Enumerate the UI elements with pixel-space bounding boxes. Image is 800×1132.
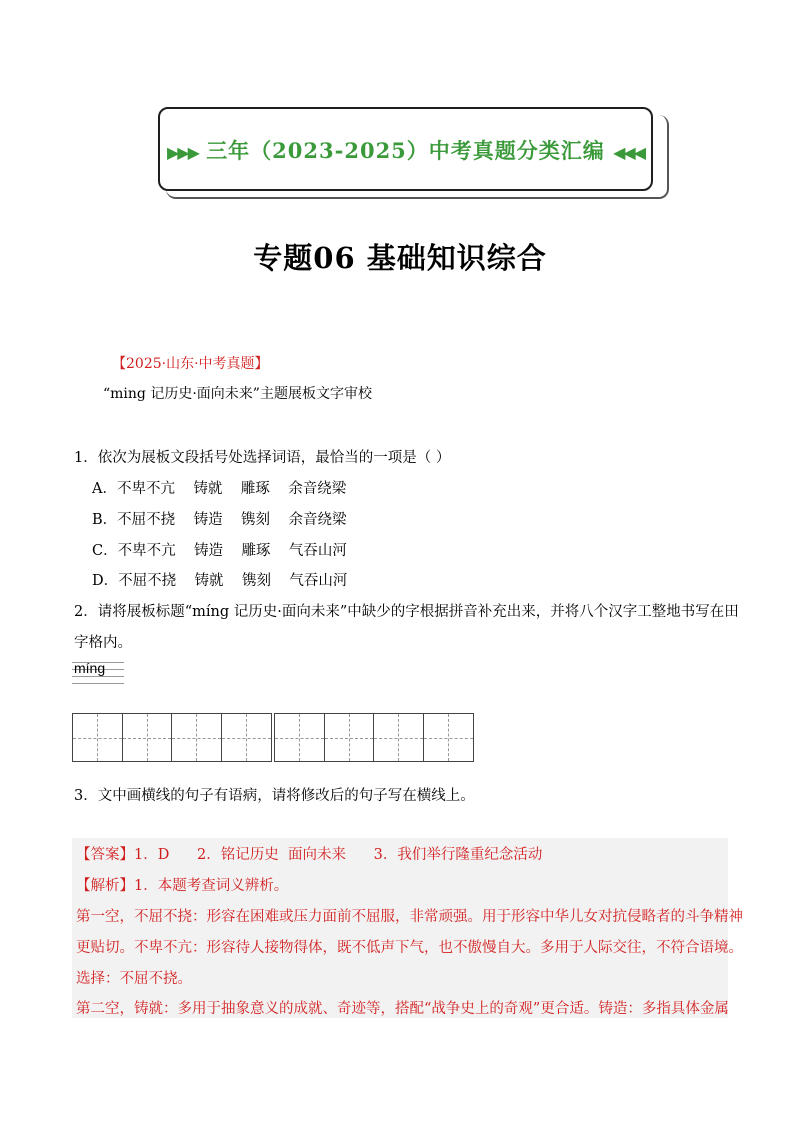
option-a: A．不卑不亢 铸就 雕琢 余音绕梁 bbox=[92, 481, 347, 497]
analysis-text: 第一空，不屈不挠：形容在困难或压力面前不屈服，非常顽强。用于形容中华儿女对抗侵略者的斗争精神 bbox=[76, 909, 743, 925]
banner-text: 三年（2023-2025）中考真题分类汇编 bbox=[206, 138, 605, 163]
grid-cell[interactable] bbox=[275, 714, 325, 761]
question-2-line-1: 2．请将展板标题“míng 记历史·面向未来”中缺少的字根据拼音补充出来，并将八个汉字工整地书写在田 bbox=[74, 604, 739, 620]
question-2-line-2: 字格内。 bbox=[74, 635, 132, 651]
pinyin-label: míng bbox=[74, 660, 106, 676]
grid-cell[interactable] bbox=[172, 714, 222, 761]
page-title: 专题06 基础知识综合 bbox=[253, 241, 547, 275]
grid-cell[interactable] bbox=[222, 714, 272, 761]
left-arrows-icon: ◀◀◀ bbox=[613, 143, 645, 162]
tianzige-grid-left[interactable] bbox=[72, 713, 272, 762]
option-b: B．不屈不挠 铸造 镌刻 余音绕梁 bbox=[92, 512, 347, 528]
grid-cell[interactable] bbox=[374, 714, 424, 761]
grid-cell[interactable] bbox=[123, 714, 173, 761]
tianzige-grid-right[interactable] bbox=[274, 713, 474, 762]
grid-cell[interactable] bbox=[424, 714, 474, 761]
answer-line: 【答案】1．D 2．铭记历史 面向未来 3．我们举行隆重纪念活动 bbox=[76, 847, 543, 863]
series-banner bbox=[158, 107, 653, 191]
answer-section bbox=[72, 838, 728, 1018]
grid-cell[interactable] bbox=[325, 714, 375, 761]
option-d: D．不屈不挠 铸就 镌刻 气吞山河 bbox=[92, 573, 348, 589]
source-tag: 【2025·山东·中考真题】 bbox=[112, 356, 269, 372]
banner-title bbox=[160, 135, 651, 165]
analysis-text: 选择：不屈不挠。 bbox=[76, 971, 192, 987]
question-3: 3．文中画横线的句子有语病，请将修改后的句子写在横线上。 bbox=[74, 788, 475, 804]
material-subtitle: “ming 记历史·面向未来”主题展板文字审校 bbox=[103, 386, 372, 402]
option-c: C．不卑不亢 铸造 雕琢 气吞山河 bbox=[92, 543, 347, 559]
analysis-heading: 【解析】1．本题考查词义辨析。 bbox=[76, 878, 289, 894]
right-arrows-icon: ▶▶▶ bbox=[166, 143, 198, 162]
question-1: 1．依次为展板文段括号处选择词语，最恰当的一项是（ ） bbox=[74, 450, 451, 466]
analysis-text: 更贴切。不卑不亢：形容待人接物得体，既不低声下气，也不傲慢自大。多用于人际交往，不符合语境。 bbox=[76, 940, 743, 956]
analysis-text: 第二空，铸就：多用于抽象意义的成就、奇迹等，搭配“战争史上的奇观”更合适。铸造：多指具体金属 bbox=[76, 1001, 729, 1017]
grid-cell[interactable] bbox=[73, 714, 123, 761]
